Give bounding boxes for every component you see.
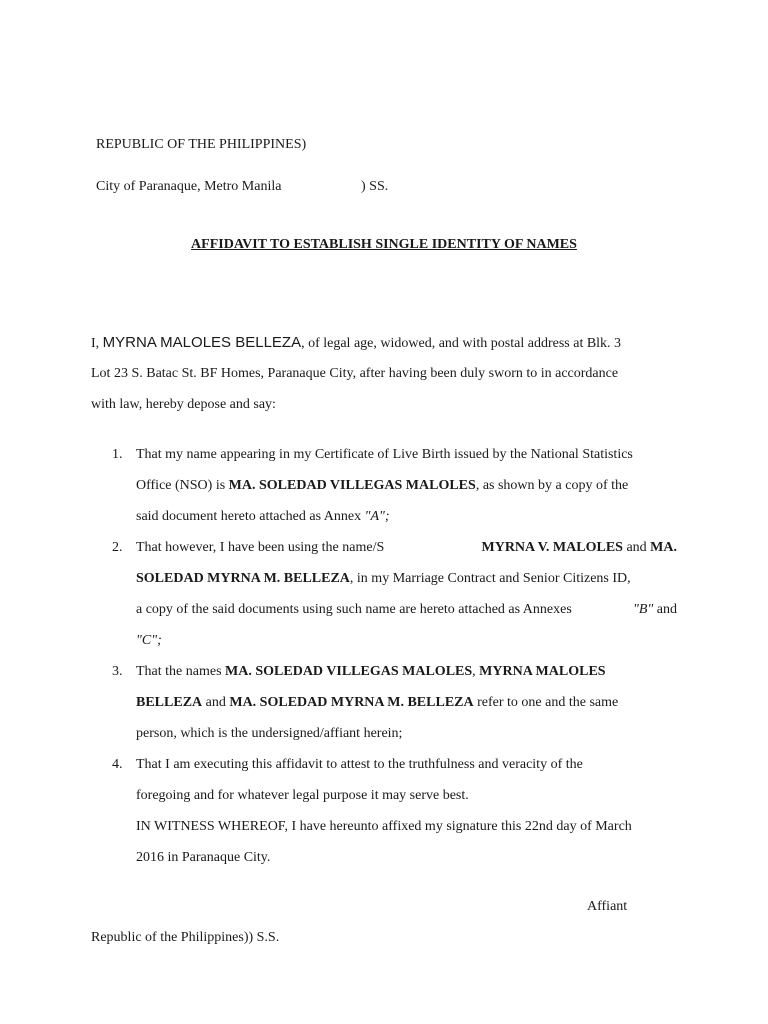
item-2-text: That however, I have been using the name/S	[136, 540, 385, 555]
item-number: 4.	[112, 757, 123, 772]
item-1-line-1: That my name appearing in my Certificate of Live Birth issued by the National Statistics	[136, 447, 633, 462]
item-3-text: That the names	[136, 664, 226, 679]
item-2-line-2	[136, 570, 631, 588]
item-1-text: said document hereto attached as Annex	[136, 509, 365, 524]
item-3-text: ,	[472, 664, 480, 679]
item-3-line-3: person, which is the undersigned/affiant herein;	[136, 726, 403, 741]
item-1-line-3	[136, 508, 390, 526]
affiant-label: Affiant	[587, 899, 628, 914]
alias-name-2-start: MA.	[650, 540, 677, 555]
affiant-name-end: BELLEZA	[136, 695, 203, 710]
annex-a-label: "A";	[364, 509, 390, 524]
item-3-text: refer to one and the same	[473, 695, 619, 710]
intro-line-2: Lot 23 S. Batac St. BF Homes, Paranaque City, after having been duly sworn to in accordance	[91, 366, 619, 381]
item-4-line-1: That I am executing this affidavit to attest to the truthfulness and veracity of the	[136, 757, 583, 772]
item-3-text: and	[202, 695, 230, 710]
witness-line-1: IN WITNESS WHEREOF, I have hereunto affixed my signature this 22nd day of March	[136, 819, 632, 834]
alias-name-2: MA. SOLEDAD MYRNA M. BELLEZA	[229, 695, 474, 710]
republic-header: REPUBLIC OF THE PHILIPPINES)	[96, 137, 307, 152]
item-1-text: , as shown by a copy of the	[475, 478, 629, 493]
witness-line-2: 2016 in Paranaque City.	[136, 850, 271, 865]
item-3-line-1	[136, 663, 606, 681]
item-2-text: a copy of the said documents using such name are hereto attached as Annexes	[136, 602, 572, 617]
alias-name-2: SOLEDAD MYRNA M. BELLEZA	[136, 571, 350, 586]
intro-line-1-rest: , of legal age, widowed, and with postal address at Blk. 3	[301, 336, 622, 351]
alias-name-1: MYRNA V. MALOLES	[481, 540, 623, 555]
item-number: 1.	[112, 447, 123, 462]
item-number: 2.	[112, 540, 123, 555]
item-1-text: Office (NSO) is	[136, 478, 229, 493]
affiant-name-start: MYRNA MALOLES	[479, 664, 606, 679]
intro-line-3: with law, hereby depose and say:	[91, 397, 276, 412]
annex-b-label: "B"	[632, 602, 654, 617]
jurat-header: Republic of the Philippines)) S.S.	[91, 930, 280, 945]
item-2-text: , in my Marriage Contract and Senior Citizens ID,	[349, 571, 631, 586]
item-2-line-4	[136, 632, 162, 650]
affiant-name: MYRNA MALOLES BELLEZA	[102, 334, 302, 351]
intro-prefix: I,	[91, 336, 103, 351]
item-2-line-1	[136, 539, 677, 557]
item-1-line-2	[136, 477, 628, 495]
item-3-line-2	[136, 694, 618, 712]
ss-marker: ) SS.	[361, 179, 389, 194]
annex-c-label: "C";	[136, 633, 162, 648]
item-number: 3.	[112, 664, 123, 679]
birth-name: MA. SOLEDAD VILLEGAS MALOLES	[228, 478, 476, 493]
intro-line-1	[91, 334, 621, 353]
birth-name: MA. SOLEDAD VILLEGAS MALOLES	[225, 664, 473, 679]
item-2-text: and	[622, 540, 651, 555]
item-2-text: and	[653, 602, 677, 617]
item-4-line-2: foregoing and for whatever legal purpose it may serve best.	[136, 788, 469, 803]
city-header: City of Paranaque, Metro Manila	[96, 179, 282, 194]
item-2-line-3	[136, 601, 677, 619]
document-title: AFFIDAVIT TO ESTABLISH SINGLE IDENTITY OF NAMES	[191, 237, 577, 252]
